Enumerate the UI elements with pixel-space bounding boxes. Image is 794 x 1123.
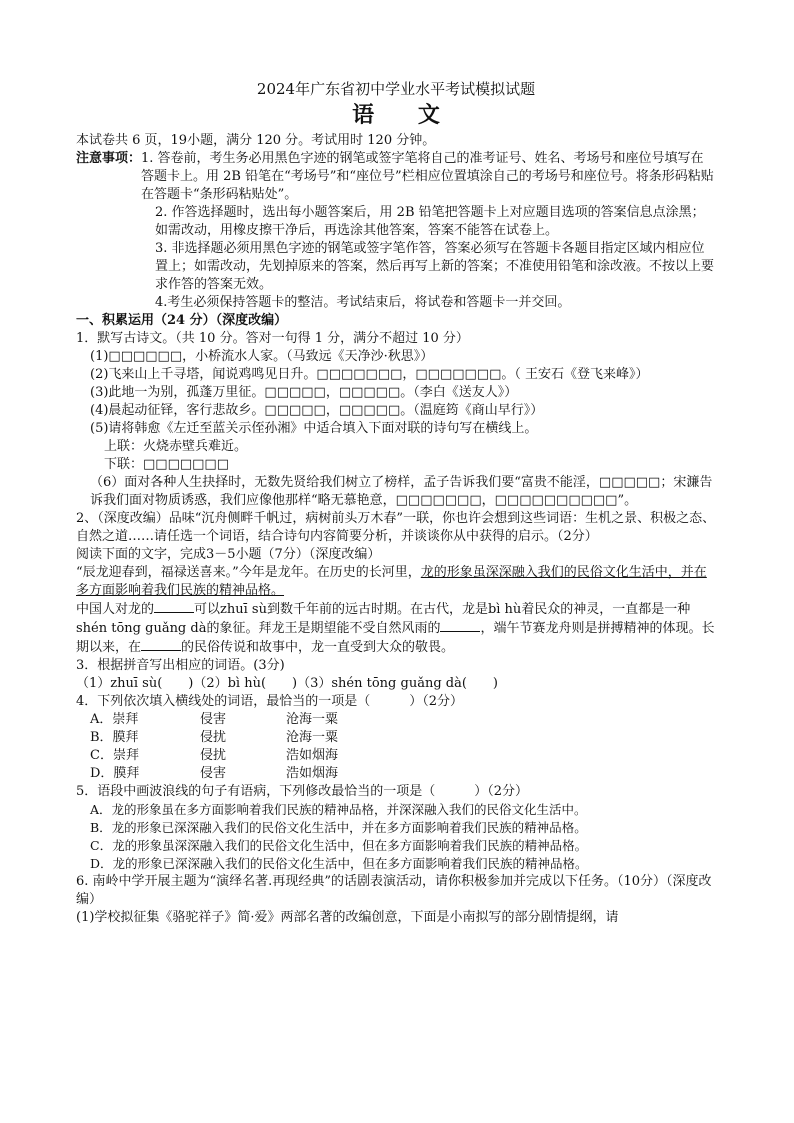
passage-text: 中国人对龙的: [76, 602, 155, 617]
q6-sub1: (1)学校拟征集《骆驼祥子》简·爱》两部名著的改编创意，下面是小南拟写的部分剧情提纲，请: [76, 910, 619, 925]
q4-option: [90, 765, 716, 783]
couplet-upper: 上联：火烧赤壁兵难近。: [104, 439, 248, 454]
q2-stem: 2、（深度改编）品味“沉舟侧畔千帆过，病树前头万木春”一联，你也许会想到这些词语：生机之景、积极之态、自然之道……请任选一个词语，结合诗句内容简要分析，并谈谈你从中获得的启示。（2分）: [76, 511, 716, 544]
q3-stem: 3．根据拼音写出相应的词语。(3分): [76, 658, 285, 673]
notice-item: 4.考生必须保持答题卡的整洁。考试结束后，将试卷和答题卡一并交回。: [155, 295, 571, 310]
notice-list: [141, 150, 716, 312]
passage-paragraph-1: [76, 564, 716, 600]
q4-option: [90, 729, 716, 747]
reading-intro: 阅读下面的文字，完成3－5小题（7分）（深度改编）: [76, 547, 381, 562]
option-word: 沧海一粟: [286, 712, 339, 727]
subject-title: 语 文: [352, 102, 458, 128]
q1-stem: 1．默写古诗文。（共 10 分。答对一句得 1 分，满分不超过 10 分）: [76, 331, 469, 346]
passage-paragraph-2: [76, 600, 716, 657]
exam-page: [76, 78, 716, 927]
passage-text: “辰龙迎春到，福禄送喜来。”今年是龙年。在历史的长河里，: [76, 565, 421, 580]
q6-stem: 6. 南岭中学开展主题为“演绎名著.再现经典”的话剧表演活动，请你积极参加并完成以下任务。（10分）（深度改编）: [76, 874, 712, 907]
fill-blank[interactable]: [141, 638, 181, 651]
q5-option: A．龙的形象虽在多方面影响着我们民族的精神品格，并深深融入我们的民俗文化生活中。: [90, 802, 587, 817]
q1-line: (1)□□□□□□，小桥流水人家。（马致远《天净沙·秋思》）: [90, 349, 434, 364]
couplet-lower: 下联：□□□□□□□: [104, 457, 229, 472]
option-word: C．崇拜: [90, 748, 139, 763]
q4-option: [90, 747, 716, 765]
q1-line: (4)晨起动征铎，客行悲故乡。□□□□□，□□□□□。（温庭筠《商山早行》）: [90, 403, 544, 418]
fill-blank[interactable]: [154, 600, 194, 613]
option-word: B．膜拜: [90, 730, 139, 745]
option-word: 侵扰: [200, 748, 227, 763]
option-word: 浩如烟海: [286, 748, 339, 763]
q5-option: D．龙的形象已深深融入我们的民俗文化生活中，但在多方面影响着我们民族的精神品格。: [90, 856, 588, 871]
section-heading: 一、积累运用（24 分）（深度改编）: [76, 313, 288, 328]
notice-item: 3. 非选择题必须用黑色字迹的钢笔或签字笔作答，答案必须写在答题卡各题目指定区域内相应位置上；如需改动，先划掉原来的答案，然后再写上新的答案；不准使用铅笔和涂改液。不按以上要求作答的答案无效。: [155, 241, 715, 292]
exam-title: 2024年广东省初中学业水平考试模拟试题: [256, 80, 536, 98]
q3-line: （1）zhuī sù( )（2）bì hù( )（3）shén tōng guǎng dà( ): [76, 676, 498, 691]
notice-item: 1. 答卷前，考生务必用黑色字迹的钢笔或签字笔将自己的准考证号、姓名、考场号和座位号填写在答题卡上。用 2B 铅笔在“考场号”和“座位号”栏相应位置填涂自己的考场号和座位号。将条形码粘贴在答题卡“条形码粘贴处”。: [141, 151, 714, 202]
q1-line: (5)请将韩愈《左迁至蓝关示侄孙湘》中适合填入下面对联的诗句写在横线上。: [90, 421, 538, 436]
option-word: D．膜拜: [90, 766, 140, 781]
notice-item: 2. 作答选择题时，选出每小题答案后，用 2B 铅笔把答题卡上对应题目选项的答案信息点涂黑；如需改动，用橡皮擦干净后，再选涂其他答案，答案不能答在试卷上。: [155, 205, 705, 238]
wavy-underlined-sentence: 龙的形象虽深深融入我们的民俗文化生活中，并在多方面影响着我们民族的精神品格。: [76, 565, 707, 598]
q5-stem: 5．语段中画波浪线的句子有语病，下列修改最恰当的一项是（ ）（2分）: [76, 784, 529, 799]
q4-options: [76, 711, 716, 783]
passage-text: ，端午节赛龙舟则是拼搏精神的体现。长期以来，在: [76, 621, 715, 655]
notice-label: 注意事项：: [76, 151, 142, 166]
option-word: 侵害: [200, 712, 227, 727]
q1-line: （6）面对各种人生抉择时，无数先贤给我们树立了榜样，孟子告诉我们要“富贵不能淫，□□□□□；宋濂告诉我们面对物质诱惑，我们应像他那样“略无慕艳意，□□□□□□□，□□□□□□□□□□”。: [90, 475, 713, 508]
q5-option: C．龙的形象虽深深融入我们的民俗文化生活中，但在多方面影响着我们民族的精神品格。: [90, 838, 588, 853]
option-word: 侵害: [200, 766, 227, 781]
option-word: A．崇拜: [90, 712, 139, 727]
q4-option: [90, 711, 716, 729]
q1-line: (3)此地一为别，孤蓬万里征。□□□□□，□□□□□。（李白《送友人》）: [90, 385, 518, 400]
fill-blank[interactable]: [440, 619, 480, 632]
notice-block: [76, 150, 716, 312]
option-word: 浩如烟海: [286, 766, 339, 781]
exam-intro: 本试卷共 6 页，19小题，满分 120 分。考试用时 120 分钟。: [76, 133, 436, 148]
q1-line: (2)飞来山上千寻塔，闻说鸡鸣见日升。□□□□□□□，□□□□□□□。（ 王安石《登飞来峰》）: [90, 367, 649, 382]
q5-option: B．龙的形象已深深融入我们的民俗文化生活中，并在多方面影响着我们民族的精神品格。: [90, 820, 587, 835]
q4-stem: 4．下列依次填入横线处的词语，最恰当的一项是（ ）（2分）: [76, 694, 464, 709]
option-word: 侵扰: [200, 730, 227, 745]
passage-text: 的民俗传说和故事中，龙一直受到大众的敬畏。: [181, 640, 455, 655]
option-word: 沧海一粟: [286, 730, 339, 745]
passage-text: 可以zhuī sù到数千年前的远古时期。在古代，龙是bì hù着民众的神灵，一直都是一种shén tōng guǎng dà的象征。拜龙王是期望能不受自然风雨的: [76, 602, 691, 636]
